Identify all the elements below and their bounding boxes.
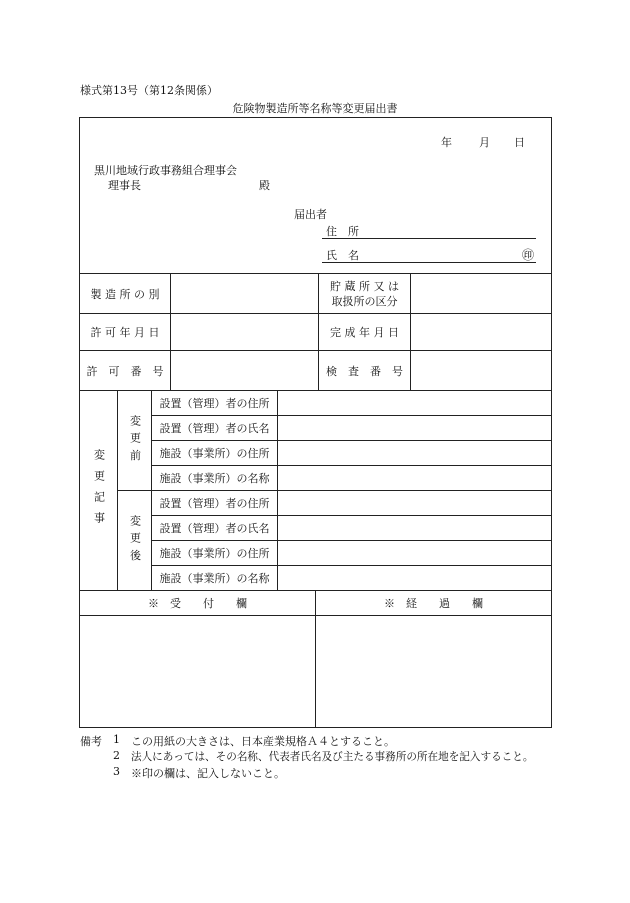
inspection-number-label: 検 査 番 号	[326, 364, 403, 378]
date-day: 日	[514, 136, 525, 149]
name-label: 氏 名	[326, 249, 359, 262]
permit-date-value[interactable]	[171, 314, 318, 350]
storage-type-value[interactable]	[411, 274, 551, 313]
before-row-label: 施設（事業所）の名称	[159, 472, 270, 485]
before-row-label: 施設（事業所）の住所	[159, 447, 270, 460]
date-month: 月	[479, 136, 490, 149]
after-row-label: 施設（事業所）の住所	[159, 547, 270, 560]
note-number: 1	[113, 733, 120, 746]
date-year: 年	[441, 136, 452, 149]
permit-number-label: 許 可 番 号	[86, 364, 164, 378]
completion-date-label: 完 成 年 月 日	[330, 326, 399, 339]
before-change-text: 変更前	[128, 414, 142, 467]
notifier-label: 届出者	[294, 208, 327, 221]
note-number: 2	[113, 749, 120, 762]
change-record-text: 変更記事	[92, 448, 106, 533]
note-text: ※印の欄は、記入しないこと。	[131, 767, 285, 780]
facility-type-label: 製 造 所 の 別	[90, 287, 160, 301]
inspection-number-value[interactable]	[411, 351, 551, 390]
honorific: 殿	[259, 179, 270, 192]
form-number: 様式第13号（第12条関係）	[80, 84, 218, 97]
after-change-text: 変更後	[128, 514, 142, 567]
progress-area[interactable]	[316, 616, 551, 727]
note-text: 法人にあっては、その名称、代表者氏名及び主たる事務所の所在地を記入すること。	[131, 751, 534, 763]
reception-header: ※ 受 付 欄	[148, 597, 247, 610]
seal-icon: ㊞	[522, 248, 535, 262]
after-row-label: 設置（管理）者の氏名	[159, 522, 270, 535]
permit-date-label: 許 可 年 月 日	[90, 326, 160, 339]
addressee-title: 理事長	[108, 179, 141, 192]
form-title: 危険物製造所等名称等変更届出書	[232, 102, 398, 115]
after-change-label	[118, 491, 151, 590]
before-row-label: 設置（管理）者の氏名	[159, 422, 270, 435]
note-text: この用紙の大きさは、日本産業規格Ａ４とすること。	[131, 735, 395, 748]
note-number: 3	[113, 765, 120, 778]
change-record-label	[80, 391, 117, 590]
permit-number-value[interactable]	[171, 351, 318, 390]
notes-label: 備考	[80, 735, 102, 748]
before-change-label	[118, 391, 151, 490]
addressee-org: 黒川地域行政事務組合理事会	[94, 164, 237, 177]
after-row-label: 設置（管理）者の住所	[159, 497, 270, 510]
storage-type-label: 貯 蔵 所 又 は 取扱所の区分	[330, 279, 399, 308]
reception-area[interactable]	[80, 616, 315, 727]
address-label: 住 所	[326, 225, 359, 238]
progress-header: ※ 経 過 欄	[384, 597, 483, 610]
after-row-label: 施設（事業所）の名称	[159, 572, 270, 585]
facility-type-value[interactable]	[171, 274, 318, 313]
before-row-label: 設置（管理）者の住所	[159, 397, 270, 410]
completion-date-value[interactable]	[411, 314, 551, 350]
